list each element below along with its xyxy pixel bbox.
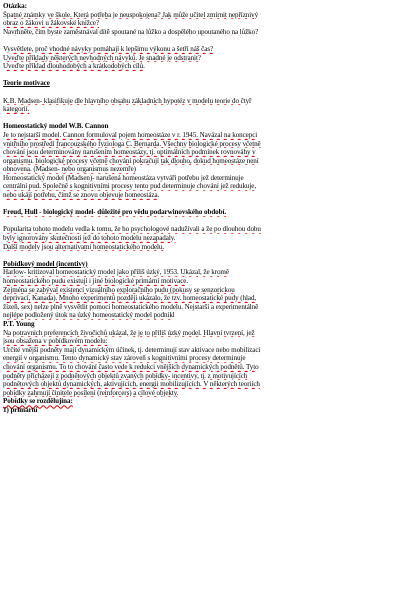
text-line: vnitřního prostředí francouzského fyziologa C. Bernarda. Všechny biologické procesy včetně xyxy=(3,139,261,148)
text-line: Je to nejstarší model. Cannon formuloval pojem homeostáze v r. 1945. Navázal na koncepci xyxy=(3,130,258,139)
text-line: podněty přicházejí z podnětových objektů zvaných pobídky- incentivy, tj. z motivujících xyxy=(3,371,248,380)
text-line: Určité vnější podněty mají dynamickým účinek, tj. determinují stav aktivace nebo mobilizaci xyxy=(3,345,261,354)
text-line: jsou obsažena v pobídkovém modelu: xyxy=(3,337,108,346)
text-line: energií v organismu. Tento dynamický stav zároveň s kognitivními procesy determinuje xyxy=(3,354,246,363)
section-heading-young: P.T. Young xyxy=(3,319,35,328)
text-line: obnovena. (Madsen- nebo organismus nezemře) xyxy=(3,165,136,174)
text-line: pobídky zahrnují činitele posílení (reinforcers) a cílové objekty. xyxy=(3,388,179,397)
young-paragraph xyxy=(3,329,399,398)
text-line: Popularita tohoto modelu vedla k tomu, že ho psychologové nadužívali a že po dlouhou dobu xyxy=(3,225,261,234)
text-line: homeostatického pudu existují i jiné biologické primární motivace. xyxy=(3,277,189,285)
otazka-heading: Otázka: xyxy=(3,2,27,10)
section-heading-homeostaticky: Homeostatický model W.B. Cannon xyxy=(3,122,109,131)
section-heading-rozdeleni: Pobídky se rozdělujína: xyxy=(3,397,73,406)
freud-paragraph xyxy=(3,208,399,217)
text-line: obraz o žákovi u žákovské knížce? xyxy=(3,19,100,28)
madsen-paragraph xyxy=(3,97,399,114)
text-line: centrální pud. Společně s kognitivními procesy tento pud determinuje chování jež redukuje, xyxy=(3,182,257,191)
section-heading-teorie: Teorie motivace xyxy=(3,79,50,88)
text-line: organismu. biologické procesy včetně chování pokračují tak dlouho, dokud homeostáze není xyxy=(3,156,259,165)
text-line: deprivací, Kanada). Mnoho experimentů později ukázalo, že tzv. homeostatické pudy (hlad, xyxy=(3,294,257,303)
text-line: K.B. Madsen- klasifikuje dle hlavního obsahu základních hypotéz v modelu teorie do čtyř xyxy=(3,96,252,105)
text-line: kategorií. xyxy=(3,105,30,114)
otazka-paragraph xyxy=(3,11,399,37)
text-line: byly ignorovány skutečnosti jež do tohoto modelu nezapadaly. xyxy=(3,234,176,243)
text-line: nebo ukájí potřebu, čímž se znovu objevuje homeostáza. xyxy=(3,191,160,200)
section-heading-pobidkovy: Pobídkový model (incentivy) xyxy=(3,259,88,268)
text-line: Vysvětlete, proč vhodné návyky pomáhají k lepšímu výkonu a šetří náš čas? xyxy=(3,44,214,53)
text-line: Zejména se zabýval existencí vizuálního exploračního pudu (pokusy se senzorickou xyxy=(3,285,235,294)
text-line: Další modely jsou alternativami homeostatického modelu. xyxy=(3,242,165,251)
popularita-paragraph xyxy=(3,225,399,251)
text-line: Homeostatický model (Madsen)- narušená homeostáza vytváří potřebu jež determinuje xyxy=(3,173,244,182)
text-line: podnětových objektů dynamických, aktivujících, energii mobilizujících. V některých teoriích xyxy=(3,380,260,389)
text-line: Harlow- kritizoval homeostatický model jako příliš úzký, 1953. Ukázal, že kromě xyxy=(3,268,229,277)
text-line: chování organismu. To to chování často vede k redukci vnějších dynamických podnětů. Tyto xyxy=(3,362,259,371)
text-line: nejlépe podložený útok na úzký homeostatický model podnikl xyxy=(3,311,175,320)
text-line: Uveďte příklad dlouhodobých a krátkodobých cílů. xyxy=(3,62,145,71)
text-line: Freud, Hull - biologický model- důležité pro vědu podarwinovského období. xyxy=(3,208,227,217)
questions-paragraph xyxy=(3,45,399,71)
text-line: Na potravních preferencích živočichů ukázal, že je to příliš úzký model. Hlavní tvrzení, jež xyxy=(3,328,255,337)
text-line: chování jsou determinovány narušením homeostázy, tj. optimálních podmínek rovnováhy v xyxy=(3,148,256,157)
text-line: Špatné známky ve škole. Která potřeba je neuspokojena? Jak může učitel zmírnit nepříznivý xyxy=(3,10,259,19)
subheading-primarni: 1) primární xyxy=(3,405,38,414)
text-line: Navrhněte, čím byste zaměstnával dítě spoutané na lůžko a dospělého upoutaného na lůžko? xyxy=(3,27,259,36)
homeostaticky-paragraph xyxy=(3,131,399,200)
text-line: žízeň, sex) nelze plně vysvětlit pomocí homeostatického modelu. Nejstarší a experimentálně xyxy=(3,302,259,311)
text-line: Uveďte příklady některých nevhodných návyků. Je snadné je odstranit? xyxy=(3,53,201,62)
pobidkovy-paragraph xyxy=(3,268,399,320)
